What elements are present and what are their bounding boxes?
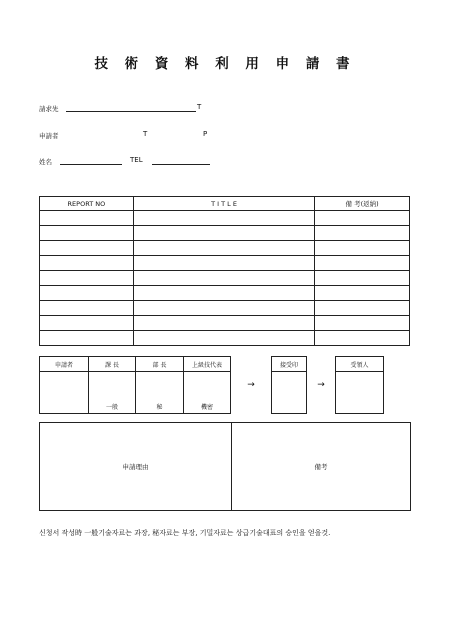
remarks-cell[interactable] (315, 226, 410, 241)
table-row (40, 301, 410, 316)
report-no-cell[interactable] (40, 211, 134, 226)
report-no-cell[interactable] (40, 331, 134, 346)
form-title: 技 術 資 料 利 用 申 請 書 (94, 56, 356, 72)
applicant-stamp-header: 申請者 (40, 357, 89, 372)
report-no-cell[interactable] (40, 226, 134, 241)
applicant-label: 申請者 (39, 132, 59, 140)
senior-rep-header: 上級技代表 (184, 357, 231, 372)
table-row (40, 286, 410, 301)
remarks-cell[interactable] (315, 316, 410, 331)
tel-label: TEL (130, 156, 143, 164)
title-cell[interactable] (133, 301, 314, 316)
report-no-cell[interactable] (40, 286, 134, 301)
receipt-stamp-header: 接受印 (272, 357, 307, 372)
recipient-cell[interactable] (336, 372, 384, 414)
report-no-header: REPORT NO (40, 197, 134, 211)
remarks-cell[interactable]: 備考 (232, 423, 411, 511)
title-cell[interactable] (133, 211, 314, 226)
senior-rep-cell[interactable]: 機密 (184, 372, 231, 414)
name-field[interactable] (60, 164, 122, 165)
table-row (40, 331, 410, 346)
title-header: T I T L E (133, 197, 314, 211)
title-cell[interactable] (133, 226, 314, 241)
applicant-stamp-cell[interactable] (40, 372, 89, 414)
table-row (40, 316, 410, 331)
receipt-stamp-cell[interactable] (272, 372, 307, 414)
title-cell[interactable] (133, 256, 314, 271)
approval-table (39, 356, 411, 414)
report-no-cell[interactable] (40, 316, 134, 331)
table-row (40, 226, 410, 241)
report-no-cell[interactable] (40, 256, 134, 271)
arrow-1: → (231, 357, 272, 414)
dept-head-cell[interactable]: 秘 (136, 372, 184, 414)
remarks-cell[interactable] (315, 286, 410, 301)
remarks-cell[interactable] (315, 211, 410, 226)
arrow-2: → (307, 357, 336, 414)
applicant-t-label: T (143, 130, 148, 138)
request-to-label: 請求先 (39, 105, 59, 113)
tel-field[interactable] (152, 164, 210, 165)
dept-head-header: 部 長 (136, 357, 184, 372)
name-label: 姓名 (39, 158, 52, 166)
applicant-p-label: P (203, 130, 208, 138)
remarks-header: 備 考(返納) (315, 197, 410, 211)
report-no-cell[interactable] (40, 271, 134, 286)
section-chief-header: 課 長 (89, 357, 136, 372)
report-no-cell[interactable] (40, 301, 134, 316)
title-cell[interactable] (133, 331, 314, 346)
recipient-header: 受領人 (336, 357, 384, 372)
section-chief-cell[interactable]: 一般 (89, 372, 136, 414)
remarks-cell[interactable] (315, 271, 410, 286)
remarks-cell[interactable] (315, 331, 410, 346)
title-cell[interactable] (133, 241, 314, 256)
footnote: 신청서 작성時 一般기술자료는 과장, 秘자료는 부장, 기밀자료는 상급기술대표의 승인을 얻을것. (39, 529, 331, 537)
request-to-suffix: T (197, 103, 202, 111)
remarks-cell[interactable] (315, 301, 410, 316)
table-row (40, 256, 410, 271)
table-row (40, 271, 410, 286)
table-row (40, 211, 410, 226)
title-cell[interactable] (133, 316, 314, 331)
remarks-cell[interactable] (315, 241, 410, 256)
table-row (40, 241, 410, 256)
reason-cell[interactable]: 申請理由 (40, 423, 232, 511)
report-no-cell[interactable] (40, 241, 134, 256)
report-table (39, 196, 410, 346)
request-to-field[interactable] (66, 111, 196, 112)
title-cell[interactable] (133, 286, 314, 301)
remarks-cell[interactable] (315, 256, 410, 271)
title-cell[interactable] (133, 271, 314, 286)
report-table-header (40, 197, 410, 211)
reason-remarks-box (39, 422, 411, 511)
